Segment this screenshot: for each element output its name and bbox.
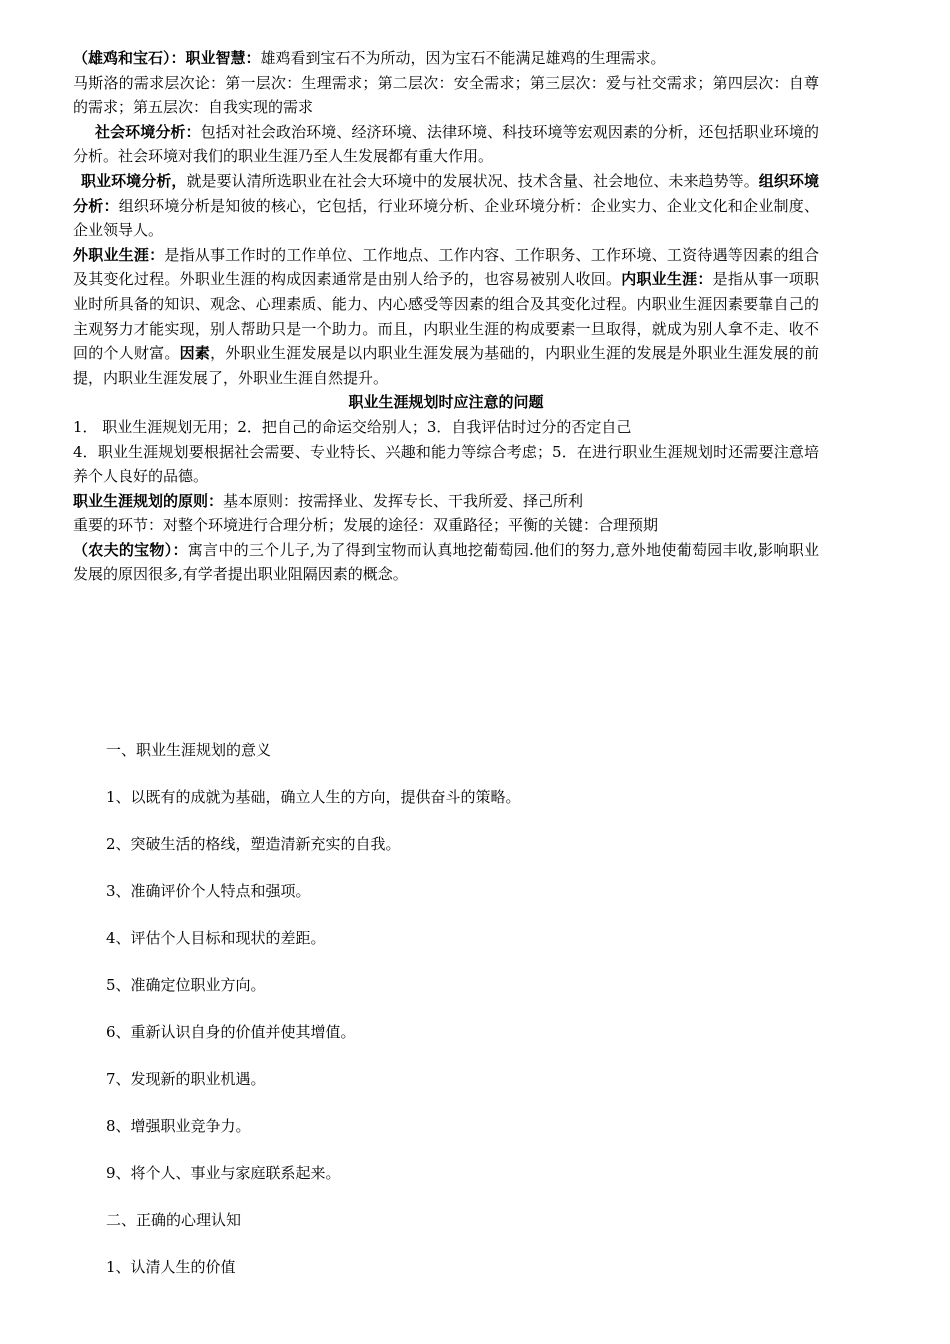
paragraph-social-environment <box>73 120 819 169</box>
term-factors: 因素 <box>179 344 211 363</box>
term-internal-career: 内职业生涯： <box>621 270 713 289</box>
paragraph-issues-2 <box>73 440 819 489</box>
text-issues-1: 1． 职业生涯规划无用；2．把自己的命运交给别人；3．自我评估时过分的否定自己 <box>73 417 632 436</box>
paragraph-issues-1 <box>73 415 819 440</box>
text-external-career: 是指从事工作时的工作单位、工作地点、工作内容、工作职务、工作环境、工资待遇等因素的组合及其变化过程。外职业生涯的构成因素通常是由别人给予的，也容易被别人收回。 <box>73 245 819 289</box>
list-item: 6、重新认识自身的价值并使其增值。 <box>106 1023 356 1041</box>
list-item: 9、将个人、事业与家庭联系起来。 <box>106 1164 341 1182</box>
term-career-environment: 职业环境分析， <box>81 171 187 190</box>
paragraph-maslow <box>73 71 819 120</box>
term-organization-environment: 组织环境分析： <box>73 171 819 215</box>
text-principles: 基本原则：按需择业、发挥专长、干我所爱、择己所利 <box>223 491 584 510</box>
text-factors: ，外职业生涯发展是以内职业生涯发展为基础的，内职业生涯的发展是外职业生涯发展的前提，内职业生涯发展了，外职业生涯自然提升。 <box>73 344 819 387</box>
list-item: 2、突破生活的格线，塑造清新充实的自我。 <box>106 835 401 853</box>
list-item: 3、准确评价个人特点和强项。 <box>106 882 311 900</box>
list-item: 1、认清人生的价值 <box>106 1258 236 1276</box>
term-external-career: 外职业生涯： <box>73 245 165 264</box>
section-heading-issues: 职业生涯规划时应注意的问题 <box>348 393 544 412</box>
text-career-environment: 就是要认清所选职业在社会大环境中的发展状况、技术含量、社会地位、未来趋势等。 <box>186 171 759 190</box>
text-key-links-3: 合理预期 <box>598 516 659 535</box>
text-internal-career: 是指从事一项职业时所具备的知识、观念、心理素质、能力、内心感受等因素的组合及其变化过程。内职业生涯因素要靠自己的主观努力才能实现，别人帮助只是一个助力。而且，内职业生涯的构成要素一旦取得，就成为别人拿不走、收不回的个人财富。 <box>73 270 819 363</box>
term-farmer-treasure: （农夫的宝物）： <box>73 540 188 559</box>
paragraph-key-links <box>73 513 819 538</box>
text-organization-environment: 组织环境分析是知彼的核心，它包括，行业环境分析、企业环境分析：企业实力、企业文化和企业制度、企业领导人。 <box>73 196 819 240</box>
text-key-links-1: 重要的环节：对整个环境进行合理分析；发展的途径： <box>73 516 434 535</box>
paragraph-principles <box>73 489 819 514</box>
section-heading-psychology: 二、正确的心理认知 <box>106 1211 242 1229</box>
paragraph-career-environment <box>73 169 819 243</box>
list-item: 1、以既有的成就为基础，确立人生的方向，提供奋斗的策略。 <box>106 788 521 806</box>
term-principles: 职业生涯规划的原则： <box>73 491 224 510</box>
list-item: 7、发现新的职业机遇。 <box>106 1070 266 1088</box>
paragraph-career-types <box>73 243 819 391</box>
paragraph-farmer-treasure <box>73 538 819 587</box>
paragraph-rooster-gem <box>73 46 819 71</box>
list-item: 8、增强职业竞争力。 <box>106 1117 251 1135</box>
term-social-environment: 社会环境分析： <box>95 122 201 141</box>
text-maslow: 马斯洛的需求层次论：第一层次：生理需求；第二层次：安全需求；第三层次：爱与社交需求；第四层次：自尊的需求；第五层次：自我实现的需求 <box>73 73 819 117</box>
text-issues-2: 4．职业生涯规划要根据社会需要、专业特长、兴趣和能力等综合考虑；5．在进行职业生涯规划时还需要注意培养个人良好的品德。 <box>73 442 819 486</box>
text-key-links-2: 双重路径；平衡的关键： <box>433 516 599 535</box>
document-page <box>73 46 819 587</box>
list-item: 5、准确定位职业方向。 <box>106 976 266 994</box>
term-rooster-gem: （雄鸡和宝石）：职业智慧： <box>73 49 261 67</box>
section-heading-significance: 一、职业生涯规划的意义 <box>106 741 272 759</box>
text-farmer-treasure: 寓言中的三个儿子,为了得到宝物而认真地挖葡萄园.他们的努力,意外地使葡萄园丰收,影响职业发展的原因很多,有学者提出职业阻隔因素的概念。 <box>73 540 819 584</box>
text-rooster-gem: 雄鸡看到宝石不为所动，因为宝石不能满足雄鸡的生理需求。 <box>260 49 666 67</box>
significance-list <box>106 738 826 1302</box>
text-social-environment: 包括对社会政治环境、经济环境、法律环境、科技环境等宏观因素的分析，还包括职业环境的分析。社会环境对我们的职业生涯乃至人生发展都有重大作用。 <box>73 122 819 166</box>
list-item: 4、评估个人目标和现状的差距。 <box>106 929 326 947</box>
